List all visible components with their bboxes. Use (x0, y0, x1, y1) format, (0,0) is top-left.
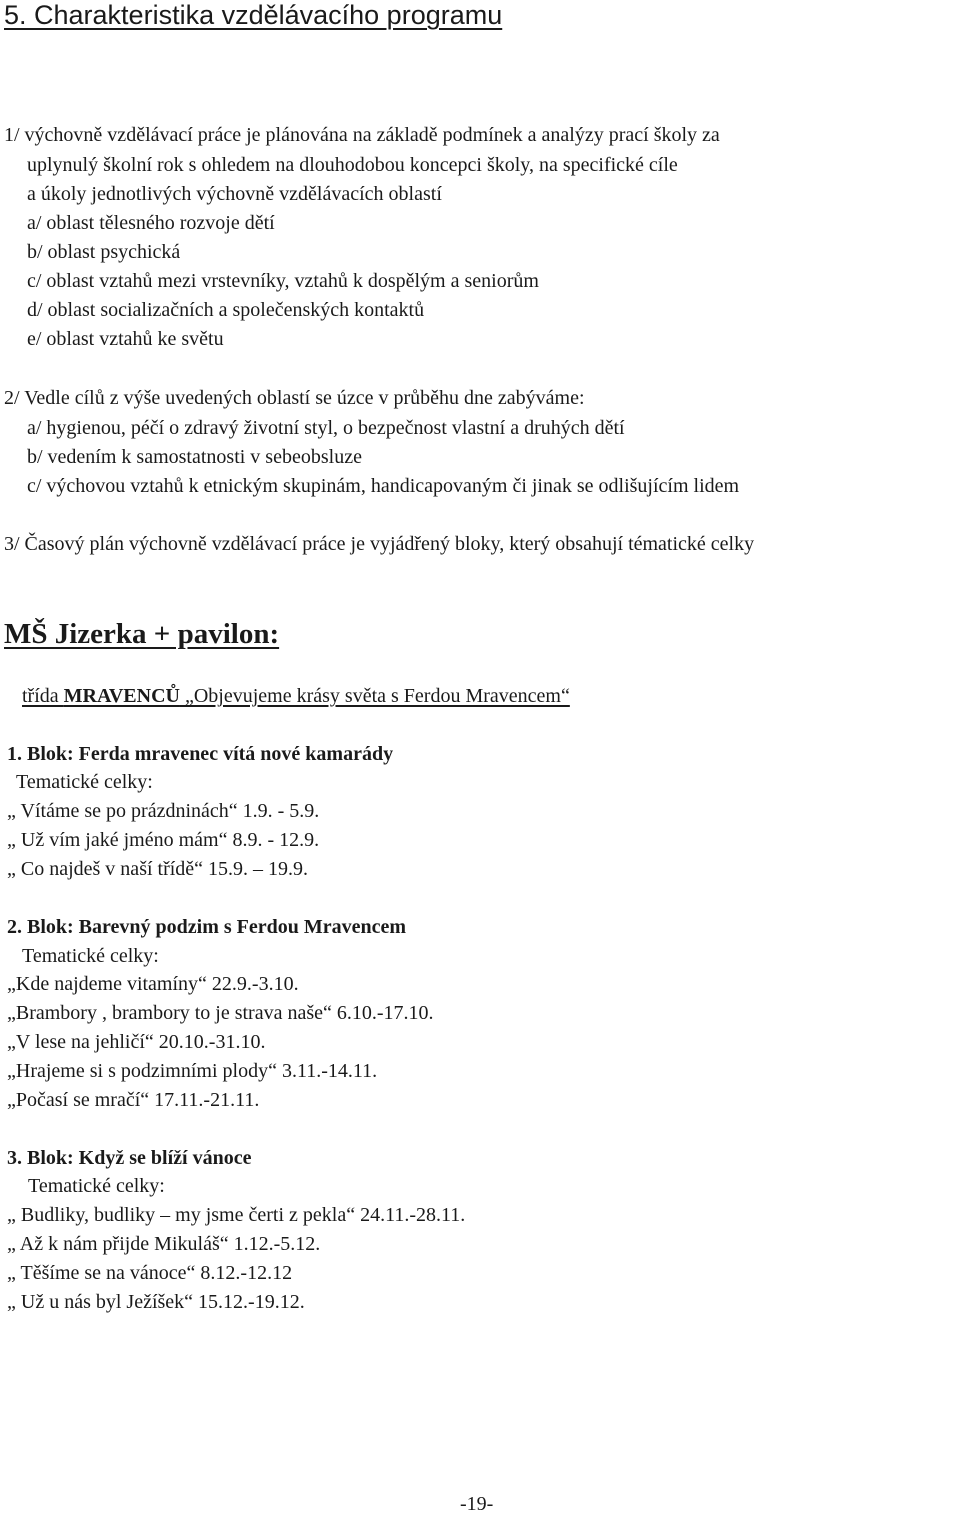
block-item: „Brambory , brambory to je strava naše“ 6.10.-17.10. (7, 1002, 434, 1024)
block-item: „Počasí se mračí“ 17.11.-21.11. (7, 1089, 260, 1111)
page-number: -19- (460, 1493, 494, 1515)
block-item: „ Až k nám přijde Mikuláš“ 1.12.-5.12. (7, 1233, 321, 1255)
block-item: „ Už vím jaké jméno mám“ 8.9. - 12.9. (7, 829, 320, 851)
page-heading: 5. Charakteristika vzdělávacího programu (4, 0, 503, 30)
section2-line: 2/ Vedle cílů z výše uvedených oblastí se úzce v průběhu dne zabýváme: (4, 387, 585, 409)
class-motto: „Objevujeme krásy světa s Ferdou Mravencem“ (179, 685, 570, 707)
class-name: MRAVENCŮ (63, 685, 180, 707)
class-prefix: třída (22, 685, 64, 707)
block-title: 3. Blok: Když se blíží vánoce (7, 1147, 252, 1169)
block-title: 1. Blok: Ferda mravenec vítá nové kamarády (7, 743, 394, 765)
section1-line: b/ oblast psychická (27, 241, 181, 263)
block-item: „V lese na jehličí“ 20.10.-31.10. (7, 1031, 266, 1053)
section2-line: b/ vedením k samostatnosti v sebeobsluze (27, 446, 362, 468)
block-title: 2. Blok: Barevný podzim s Ferdou Mravencem (7, 916, 407, 938)
block-item: „ Co najdeš v naší třídě“ 15.9. – 19.9. (7, 858, 309, 880)
block-subtitle: Tematické celky: (22, 945, 159, 967)
school-heading: MŠ Jizerka + pavilon: (4, 618, 280, 650)
section1-line: a/ oblast tělesného rozvoje dětí (27, 212, 275, 234)
section2-line: c/ výchovou vztahů k etnickým skupinám, handicapovaným či jinak se odlišujícím lidem (27, 475, 740, 497)
block-item: „Hrajeme si s podzimními plody“ 3.11.-14.11. (7, 1060, 378, 1082)
block-item: „ Už u nás byl Ježíšek“ 15.12.-19.12. (7, 1291, 305, 1313)
class-line (22, 686, 570, 706)
section1-line: c/ oblast vztahů mezi vrstevníky, vztahů k dospělým a seniorům (27, 270, 539, 292)
block-subtitle: Tematické celky: (28, 1175, 165, 1197)
section1-line: d/ oblast socializačních a společenských kontaktů (27, 299, 425, 321)
section1-line: 1/ výchovně vzdělávací práce je plánována na základě podmínek a analýzy prací školy za (4, 124, 720, 146)
block-item: „ Budliky, budliky – my jsme čerti z pekla“ 24.11.-28.11. (7, 1204, 466, 1226)
block-subtitle: Tematické celky: (16, 771, 153, 793)
block-item: „ Těšíme se na vánoce“ 8.12.-12.12 (7, 1262, 293, 1284)
section2-line: a/ hygienou, péčí o zdravý životní styl, o bezpečnost vlastní a druhých dětí (27, 417, 625, 439)
section3-line: 3/ Časový plán výchovně vzdělávací práce je vyjádřený bloky, který obsahují tématické celky (4, 533, 755, 555)
section1-line: e/ oblast vztahů ke světu (27, 328, 224, 350)
section1-line: a úkoly jednotlivých výchovně vzdělávacích oblastí (27, 183, 442, 205)
block-item: „Kde najdeme vitamíny“ 22.9.-3.10. (7, 973, 299, 995)
block-item: „ Vítáme se po prázdninách“ 1.9. - 5.9. (7, 800, 320, 822)
section1-line: uplynulý školní rok s ohledem na dlouhodobou koncepci školy, na specifické cíle (27, 154, 678, 176)
